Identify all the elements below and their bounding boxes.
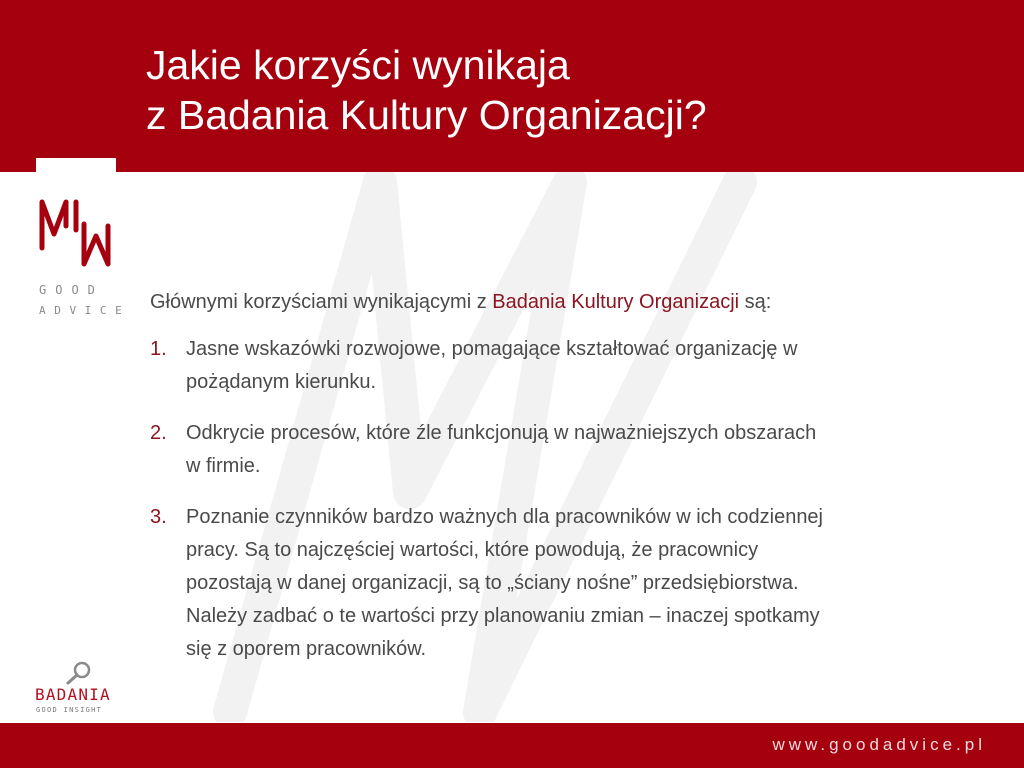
list-item-1 [150, 333, 1000, 399]
footer-url[interactable]: www.goodadvice.pl [772, 735, 986, 754]
list-item-line: Odkrycie procesów, które źle funkcjonują w najważniejszych obszarach [186, 422, 817, 444]
intro-prefix: Głównymi korzyściami wynikającymi z [150, 291, 493, 313]
title-bar [0, 0, 1024, 172]
list-item-2 [150, 417, 1000, 483]
footer-bar [0, 723, 1024, 768]
list-item-line: pożądanym kierunku. [186, 371, 377, 393]
logo-advice-text: ADVICE [39, 304, 131, 317]
list-item-line: pozostają w danej organizacji, są to „ściany nośne” przedsiębiorstwa. [186, 572, 799, 594]
list-item-line: w firmie. [186, 455, 261, 477]
list-item-line: się z oporem pracowników. [186, 638, 427, 660]
list-number: 2. [150, 422, 167, 444]
logo-good-text: GOOD [39, 283, 104, 297]
list-number: 3. [150, 506, 167, 528]
badania-logo-text: BADANIA [35, 685, 111, 704]
badania-logo-subtext: GOOD INSIGHT [36, 706, 103, 714]
intro-paragraph [150, 286, 1000, 319]
slide-title [146, 40, 1006, 140]
title-line-1: Jakie korzyści wynikaja [146, 42, 570, 88]
intro-suffix: są: [739, 291, 772, 313]
list-item-line: Jasne wskazówki rozwojowe, pomagające kształtować organizację w [186, 338, 798, 360]
slide-body [150, 286, 1000, 684]
list-item-line: Poznanie czynników bardzo ważnych dla pracowników w ich codziennej [186, 506, 824, 528]
list-item-line: pracy. Są to najczęściej wartości, które powodują, że pracownicy [186, 539, 759, 561]
list-number: 1. [150, 338, 167, 360]
list-item-3 [150, 501, 1000, 666]
list-item-line: Należy zadbać o te wartości przy planowaniu zmian – inaczej spotkamy [186, 605, 820, 627]
title-line-2: z Badania Kultury Organizacji? [146, 92, 707, 138]
intro-highlight: Badania Kultury Organizacji [492, 291, 740, 313]
